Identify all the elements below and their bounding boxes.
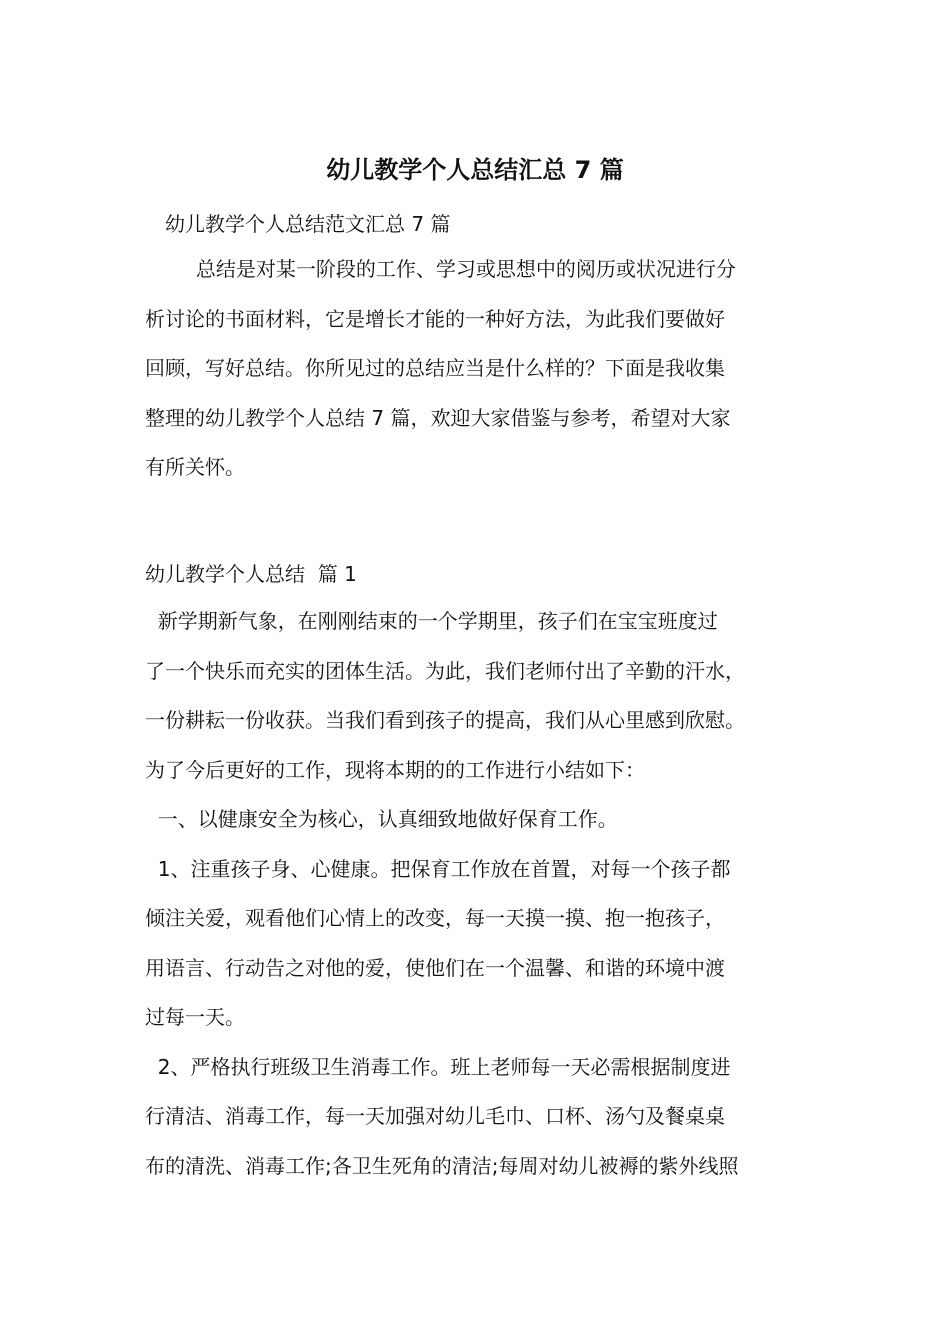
intro-paragraph: [145, 245, 825, 493]
body-line: 倾注关爱，观看他们心情上的改变，每一天摸一摸、抱一抱孩子，: [145, 906, 725, 930]
intro-line: 析讨论的书面材料，它是增长才能的一种好方法，为此我们要做好: [145, 306, 725, 331]
body-line: 布的清洗、消毒工作;各卫生死角的清洁;每周对幼儿被褥的紫外线照: [145, 1153, 739, 1178]
document-title: 幼儿教学个人总结汇总 7 篇: [326, 156, 624, 184]
body-line: 了一个快乐而充实的团体生活。为此，我们老师付出了辛勤的汗水，: [145, 658, 745, 683]
body-line: 一、以健康安全为核心，认真细致地做好保育工作。: [145, 807, 618, 831]
document-subtitle: 幼儿教学个人总结范文汇总 7 篇: [165, 212, 451, 236]
body-line: 1、注重孩子身、心健康。把保育工作放在首置，对每一个孩子都: [145, 856, 731, 881]
body-line: 过每一天。: [145, 1005, 245, 1029]
section-heading: 幼儿教学个人总结 篇 1: [145, 562, 357, 586]
body-line: 一份耕耘一份收获。当我们看到孩子的提高，我们从心里感到欣慰。: [145, 708, 745, 732]
body-paragraphs: [145, 597, 825, 1191]
intro-line: 有所关怀。: [145, 455, 245, 479]
intro-line: 总结是对某一阶段的工作、学习或思想中的阅历或状况进行分: [145, 257, 736, 281]
body-line: 行清洁、消毒工作，每一天加强对幼儿毛巾、口杯、汤勺及餐桌桌: [145, 1104, 725, 1128]
body-line: 新学期新气象，在刚刚结束的一个学期里，孩子们在宝宝班度过: [145, 609, 718, 633]
body-line: 用语言、行动告之对他的爱，使他们在一个温馨、和谐的环境中渡: [145, 955, 725, 980]
intro-line: 回顾，写好总结。你所见过的总结应当是什么样的？下面是我收集: [145, 356, 725, 380]
body-line: 2、严格执行班级卫生消毒工作。班上老师每一天必需根据制度进: [145, 1054, 731, 1079]
intro-line: 整理的幼儿教学个人总结 7 篇，欢迎大家借鉴与参考，希望对大家: [145, 405, 731, 430]
body-line: 为了今后更好的工作，现将本期的的工作进行小结如下：: [145, 757, 645, 782]
